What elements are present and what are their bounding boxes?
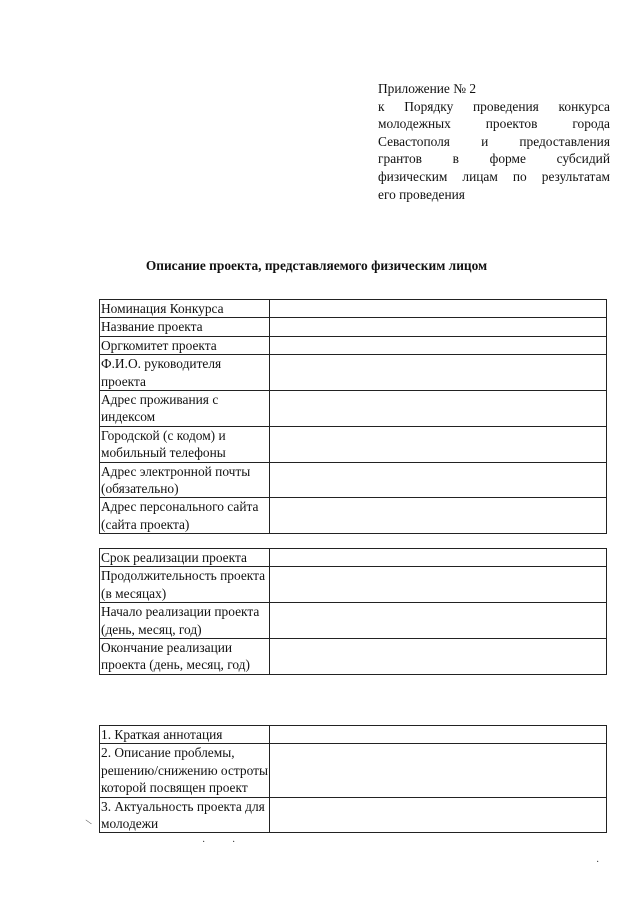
table-row <box>100 603 607 639</box>
scan-mark: · <box>232 837 236 848</box>
row-value-field[interactable] <box>270 603 607 639</box>
document-title: Описание проекта, представляемого физическим лицом <box>145 258 488 273</box>
row-label: Номинация Конкурса <box>100 300 270 318</box>
table-row <box>100 639 607 675</box>
row-value-field[interactable] <box>270 797 607 833</box>
row-label: 1. Краткая аннотация <box>100 726 270 744</box>
row-value-field[interactable] <box>270 426 607 462</box>
appendix-line: грантов в форме субсидий <box>378 151 610 167</box>
appendix-line: к Порядку проведения конкурса <box>378 98 610 114</box>
row-label: 3. Актуальность проекта для молодежи <box>100 797 270 833</box>
row-value-field[interactable] <box>270 300 607 318</box>
row-label: Начало реализации проекта (день, месяц, год) <box>100 603 270 639</box>
scan-mark: · <box>202 837 206 848</box>
appendix-header <box>378 80 610 203</box>
row-label: Окончание реализации проекта (день, месяц, год) <box>100 639 270 675</box>
row-value-field[interactable] <box>270 391 607 427</box>
row-value-field[interactable] <box>270 498 607 534</box>
table-row <box>100 567 607 603</box>
row-value-field[interactable] <box>270 639 607 675</box>
row-value-field[interactable] <box>270 744 607 797</box>
appendix-line: молодежных проектов города <box>378 116 610 132</box>
appendix-line: физическим лицам по результатам <box>378 168 610 184</box>
table-row <box>100 318 607 336</box>
table-row <box>100 797 607 833</box>
row-value-field[interactable] <box>270 549 607 567</box>
table-row <box>100 462 607 498</box>
appendix-line: Приложение № 2 <box>378 81 477 96</box>
table-row <box>100 355 607 391</box>
project-contacts-table <box>99 299 607 534</box>
row-label: Ф.И.О. руководителя проекта <box>100 355 270 391</box>
row-label: Оргкомитет проекта <box>100 336 270 354</box>
scan-mark: · <box>596 857 600 868</box>
table-row <box>100 498 607 534</box>
table-row <box>100 549 607 567</box>
project-description-table <box>99 725 607 833</box>
row-label: Продолжительность проекта (в месяцах) <box>100 567 270 603</box>
table-row <box>100 336 607 354</box>
row-value-field[interactable] <box>270 726 607 744</box>
row-label: Адрес проживания с индексом <box>100 391 270 427</box>
project-timeline-table <box>99 548 607 675</box>
row-label: 2. Описание проблемы, решению/снижению остроты которой посвящен проект <box>101 745 268 796</box>
row-value-field[interactable] <box>270 336 607 354</box>
row-label: Городской (с кодом) и мобильный телефоны <box>100 426 270 462</box>
row-value-field[interactable] <box>270 462 607 498</box>
row-value-field[interactable] <box>270 567 607 603</box>
row-label: Срок реализации проекта <box>100 549 270 567</box>
table-row <box>100 744 607 797</box>
row-value-field[interactable] <box>270 318 607 336</box>
row-label: Название проекта <box>100 318 270 336</box>
row-label: Адрес персонального сайта (сайта проекта) <box>100 498 270 534</box>
table-row <box>100 426 607 462</box>
appendix-line: Севастополя и предоставления <box>378 133 610 149</box>
appendix-line: его проведения <box>378 186 465 202</box>
row-value-field[interactable] <box>270 355 607 391</box>
table-row <box>100 300 607 318</box>
table-row <box>100 726 607 744</box>
table-row <box>100 391 607 427</box>
row-label: Адрес электронной почты (обязательно) <box>100 462 270 498</box>
scan-mark: \ <box>84 817 94 828</box>
